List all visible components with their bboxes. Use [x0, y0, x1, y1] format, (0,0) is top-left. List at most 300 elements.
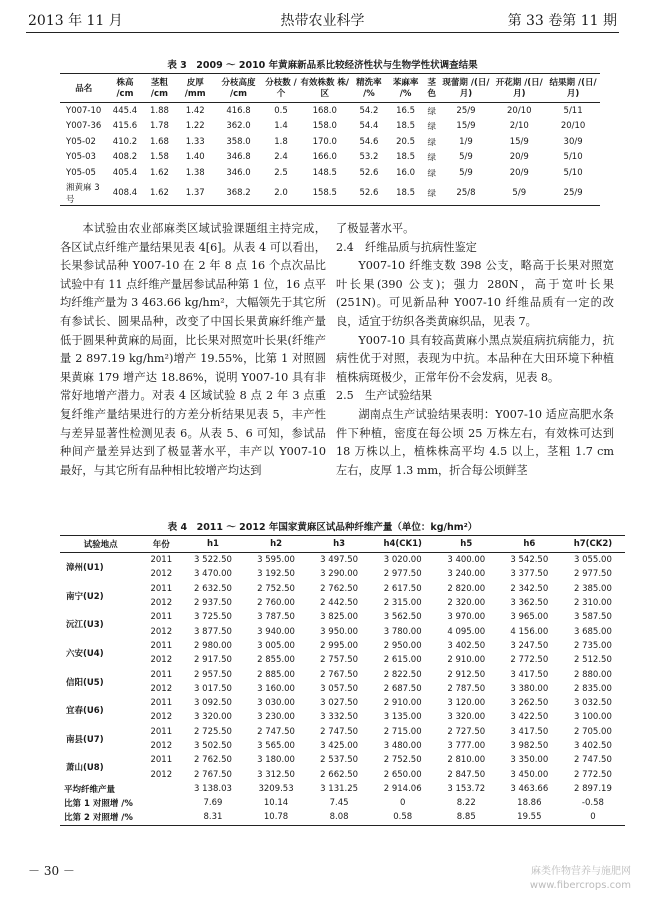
table4-header-cell: h4(CK1) — [371, 536, 435, 553]
body-paragraph: 本试验由农业部麻类区域试验课题组主持完成，各区试点纤维产量结果见表 4[6]。从表 4 可以看出，长果参试品种 Y007-10 在 2 年 8 点 16 个点次品比试验中有 11 点纤维产量居参试品种第 1 位，16 点平均纤维产量为 3 463.66 kg/hm²，大幅领先于其它所有参试长、圆果品种，改变了中国长果黄麻纤维产量低于圆果种黄麻的局面，比长果对照宽叶长果(纤维产量 2 897.19 kg/hm²)增产 19.55%，比第 1 对照圆果黄麻 179 增产达 18.86%，说明 Y007-10 具有非常好地增产潜力。对表 4 区域试验 8 点 2 年 3 点重复纤维产量结果进行的方差分析结果见表 5，丰产性与差异显著性检测见表 6。从表 5、6 可知，参试品种间产量差异达到了极显著水平，丰产以 Y007-10 最好，与其它所有品种相比较增产均达到 — [60, 222, 326, 477]
table4-cell: 3 027.50 — [320, 698, 359, 709]
table4-cell: 2 847.50 — [447, 769, 486, 780]
table4-cell: 2 762.50 — [320, 583, 359, 594]
table4-cell: 2 835.00 — [574, 683, 612, 694]
table3-cell: 20/10 — [507, 105, 532, 116]
body-paragraph: 了极显著水平。 — [336, 222, 415, 235]
table3-cell: 54.4 — [359, 121, 379, 132]
table4-cell: 3209.53 — [258, 783, 294, 794]
table4-cell: 2 937.50 — [194, 598, 232, 609]
table3-header-cell: 分枝数 /个 — [263, 74, 299, 103]
table3-cell: Y007-36 — [66, 121, 102, 132]
table4-cell: 3 380.00 — [510, 683, 549, 694]
table4-cell: 3 780.00 — [383, 626, 422, 637]
table4-cell: 2 950.00 — [383, 640, 422, 651]
table4-cell: 2011 — [150, 612, 173, 623]
table3-cell: Y05-05 — [66, 167, 96, 178]
table4-site-cell: 漳州(U1) — [66, 563, 104, 574]
table4-row — [60, 596, 625, 610]
table4-cell: 2 752.50 — [383, 755, 422, 766]
table3-header-cell: 皮厚 /mm — [176, 74, 214, 103]
table4-caption: 表 4 2011 ～ 2012 年国家黄麻区试品种纤维产量（单位：kg/hm²） — [167, 522, 478, 533]
table4-row — [60, 739, 625, 753]
table4-cell: 2011 — [150, 755, 173, 766]
table4-cell: 2 910.00 — [447, 655, 486, 666]
table4-cell: 2 705.00 — [574, 726, 612, 737]
table4-cell: 3 982.50 — [510, 741, 549, 751]
table4-cell: 2011 — [150, 555, 173, 566]
table3-cell: 1.22 — [185, 121, 205, 132]
table4-cell: 2012 — [150, 598, 173, 609]
table4-cell: 2012 — [150, 569, 173, 580]
table3-cell: 416.8 — [226, 105, 251, 116]
table4-cell: 3 402.50 — [447, 640, 486, 651]
table4-cell: 3 153.72 — [447, 783, 486, 794]
table4-site-cell: 六安(U4) — [66, 649, 104, 660]
table3-cell: 1.62 — [149, 167, 169, 178]
table4-site-cell: 宜春(U6) — [66, 706, 104, 717]
table3-row — [60, 103, 600, 119]
table4-cell: 2 995.00 — [320, 640, 359, 651]
table4-summary-label: 平均纤维产量 — [64, 784, 116, 795]
table3-cell: 5/10 — [563, 152, 583, 163]
table4-cell: 3 005.00 — [257, 640, 295, 651]
table4-cell: 3 480.00 — [383, 741, 422, 751]
table4-cell: 2 897.19 — [574, 783, 612, 794]
table3-cell: 绿 — [427, 122, 436, 133]
table3-row — [60, 165, 600, 181]
table3-cell: 54.6 — [359, 136, 379, 147]
table4-cell: 2 735.00 — [574, 640, 612, 651]
table4-cell: 3 450.00 — [510, 769, 549, 780]
table4-cell: 3 057.50 — [320, 683, 359, 694]
table3-cell: 20/10 — [560, 121, 586, 132]
table4-row — [60, 553, 625, 568]
table4-cell: 3 332.50 — [320, 712, 359, 723]
table4-cell: 2012 — [150, 769, 173, 780]
table3-cell: 绿 — [427, 168, 436, 179]
table3-cell: 170.0 — [312, 136, 337, 147]
table3-cell: 25/8 — [456, 187, 476, 198]
table4-cell: 3 362.50 — [510, 598, 549, 609]
table4-cell: 3 425.00 — [320, 741, 359, 751]
table3-header-cell: 株高 /cm — [108, 74, 143, 103]
table3-cell: 绿 — [427, 106, 436, 117]
table4-row — [60, 696, 625, 710]
table3-cell: 20/9 — [509, 152, 529, 163]
table4-cell: 2 957.50 — [194, 669, 232, 680]
table4-cell: 3 192.50 — [257, 569, 295, 580]
table4-cell: 2 727.50 — [447, 726, 486, 737]
table3-cell: 408.2 — [112, 152, 138, 163]
table4-cell: 0 — [399, 798, 406, 809]
table4-cell: 3 787.50 — [257, 612, 295, 623]
table3-cell: 53.2 — [359, 152, 379, 163]
table4-cell: 3 417.50 — [510, 669, 549, 680]
table4-cell: 8.31 — [203, 812, 223, 823]
table4-header-cell: h2 — [245, 536, 308, 553]
table4-cell: 3 100.00 — [574, 712, 612, 723]
table4-cell: 0 — [590, 812, 596, 823]
header-journal: 热带农业科学 — [280, 13, 365, 29]
table4-summary-row — [60, 810, 625, 825]
table3-cell: 1.42 — [185, 105, 205, 116]
table3-cell: 15/9 — [456, 121, 476, 132]
table4-cell: 2 977.50 — [383, 569, 422, 580]
table3-cell: 1.33 — [185, 136, 205, 147]
table4-cell: 2 822.50 — [383, 669, 422, 680]
table3-header-cell: 分枝高度 /cm — [214, 74, 263, 103]
table4 — [60, 535, 625, 826]
table3-row — [60, 119, 600, 135]
left-column — [60, 220, 326, 480]
table4-cell: 3 320.00 — [194, 712, 232, 723]
table3-header-cell: 茎粗 /cm — [142, 74, 176, 103]
body-paragraph: 湖南点生产试验结果表明：Y007-10 适应高肥水条件下种植，密度在每公顷 25 万株左右，有效株可达到 18 万株以上，植株株高平均 4.5 以上，茎粗 1.7 cm 左右，皮厚 1.3 mm，折合每公顷鲜茎 — [336, 407, 614, 477]
table4-cell: 2011 — [150, 726, 173, 737]
table4-cell: 2012 — [150, 683, 173, 694]
table4-site-cell: 南宁(U2) — [66, 591, 104, 602]
table4-row — [60, 624, 625, 638]
table3-cell: 52.6 — [359, 167, 379, 178]
table4-cell: 2 980.00 — [194, 640, 232, 651]
table3-cell: 1.62 — [149, 187, 169, 198]
table3-row — [60, 181, 600, 206]
table3-cell: 5/9 — [512, 187, 527, 198]
table4-header-cell: h1 — [181, 536, 244, 553]
table4-cell: 3 463.66 — [510, 783, 549, 794]
table4-cell: 2 537.50 — [320, 755, 359, 766]
table4-cell: 3 587.50 — [574, 612, 612, 623]
table3-cell: 绿 — [427, 137, 436, 148]
table4-cell: 3 965.00 — [510, 612, 549, 623]
table3-cell: 410.2 — [112, 136, 138, 147]
table4-row — [60, 567, 625, 581]
watermark-line: www.fibercrops.com — [529, 880, 631, 891]
table4-cell: 3 877.50 — [194, 626, 232, 637]
table4-cell: 2 762.50 — [194, 755, 232, 766]
table4-cell: 3 230.00 — [257, 712, 295, 723]
table4-row — [60, 710, 625, 724]
table4-cell: 2 912.50 — [447, 669, 486, 680]
table4-cell: 2 320.00 — [447, 598, 486, 609]
table4-cell: 2 310.00 — [574, 598, 612, 609]
table4-row — [60, 653, 625, 667]
table4-summary-label: 比第 1 对照增 /% — [64, 799, 133, 810]
table3-cell: 18.5 — [396, 152, 416, 163]
table4-cell: 3 950.00 — [320, 626, 359, 637]
table3-cell: 362.0 — [226, 121, 251, 132]
table4-cell: 2 442.50 — [320, 598, 359, 609]
section-heading: 2.4 纤维品质与抗病性鉴定 — [336, 240, 477, 254]
table3-cell: 20/9 — [509, 167, 529, 178]
table4-cell: 2011 — [150, 583, 173, 594]
running-header — [26, 4, 619, 33]
table4-cell: 8.22 — [456, 798, 476, 809]
table4-cell: 2 512.50 — [574, 655, 612, 666]
table3-cell: 168.0 — [312, 105, 337, 116]
table4-cell: 3 120.00 — [447, 698, 486, 709]
table4-header-cell: h7(CK2) — [561, 536, 625, 553]
table4-cell: 3 312.50 — [257, 769, 295, 780]
table4-site-cell: 信阳(U5) — [66, 677, 104, 688]
table3-cell: 52.6 — [359, 187, 379, 198]
table3-cell: 158.5 — [312, 187, 337, 198]
table3-cell: 绿 — [427, 188, 436, 199]
table3-cell: 18.5 — [396, 187, 416, 198]
table3-cell: 408.4 — [112, 187, 138, 198]
table3-cell: 1.78 — [149, 121, 169, 132]
table4-cell: 3 970.00 — [447, 612, 486, 623]
table3-cell: 346.0 — [226, 167, 251, 178]
table4-header-cell: 年份 — [141, 536, 181, 553]
table4-row — [60, 767, 625, 781]
table4-cell: 4 156.00 — [510, 626, 549, 637]
table4-cell: 2 715.00 — [383, 726, 422, 737]
header-volume: 第 33 卷第 11 期 — [507, 13, 617, 29]
table4-cell: 2012 — [150, 626, 173, 637]
table4-cell: 2 910.00 — [383, 698, 422, 709]
table4-cell: 2 662.50 — [320, 769, 359, 780]
table3-cell: 5/10 — [563, 167, 583, 178]
table4-cell: 2 342.50 — [510, 583, 549, 594]
table4-row — [60, 610, 625, 624]
table3-cell: 166.0 — [312, 152, 337, 163]
table4-cell: 2012 — [150, 655, 173, 666]
watermark-line: 麻类作物营养与施肥网 — [531, 866, 631, 877]
table4-header-cell: 试验地点 — [60, 536, 141, 553]
table4-cell: 2 880.00 — [574, 669, 612, 680]
table4-cell: 2 650.00 — [383, 769, 422, 780]
table3-cell: Y05-03 — [66, 152, 96, 163]
table4-cell: 3 422.50 — [510, 712, 549, 723]
table4-cell: 3 262.50 — [510, 698, 549, 709]
right-column — [336, 220, 614, 480]
table4-cell: 10.14 — [263, 798, 289, 809]
table4-cell: 3 940.00 — [257, 626, 295, 637]
table4-cell: 2 820.00 — [447, 583, 486, 594]
table4-cell: 3 777.00 — [447, 741, 486, 751]
table4-header-cell: h6 — [498, 536, 561, 553]
table4-summary-label: 比第 2 对照增 /% — [64, 813, 133, 824]
table4-cell: 7.69 — [203, 798, 223, 809]
table4-cell: 3 092.50 — [194, 698, 232, 709]
table4-cell: 7.45 — [329, 798, 349, 809]
table4-cell: 2 747.50 — [574, 755, 612, 766]
table3-cell: 2.0 — [274, 187, 288, 198]
table4-cell: 3 160.00 — [257, 683, 295, 694]
table3-cell: 1.37 — [185, 187, 205, 198]
table3-cell: 绿 — [427, 153, 436, 164]
page-number: － 30 － — [28, 864, 75, 878]
table4-cell: 2 617.50 — [383, 583, 422, 594]
table3-cell: 415.6 — [112, 121, 138, 132]
table4-cell: 2 855.00 — [257, 655, 295, 666]
body-paragraph: Y007-10 具有较高黄麻小黑点炭疽病抗病能力，抗病性优于对照，表现为中抗。本品种在大田环境下种植植株病斑极少，正常年份不会发病，见表 8。 — [336, 333, 614, 384]
table4-cell: 2 885.00 — [257, 669, 295, 680]
table4-cell: 0.58 — [393, 812, 413, 823]
table3-cell: 158.0 — [312, 121, 337, 132]
table4-cell: 3 685.00 — [574, 626, 612, 637]
table4-cell: 2 772.50 — [510, 655, 549, 666]
table3-cell: 湘黄麻 3 号 — [66, 182, 100, 205]
table4-row — [60, 639, 625, 653]
table4-cell: 2 747.50 — [257, 726, 295, 737]
table4-cell: 3 032.50 — [574, 698, 612, 709]
table4-cell: 18.86 — [517, 798, 542, 809]
table4-cell: 3 522.50 — [194, 555, 232, 566]
table3-cell: 20.5 — [396, 136, 416, 147]
table3-row — [60, 134, 600, 150]
table3-cell: 30/9 — [563, 136, 583, 147]
table4-cell: 3 180.00 — [257, 755, 295, 766]
table3-cell: 2/10 — [509, 121, 529, 132]
table4-summary-row — [60, 782, 625, 796]
table3-cell: 2.5 — [274, 167, 288, 178]
table4-cell: 3 350.00 — [510, 755, 549, 766]
table3-cell: 1.68 — [149, 136, 169, 147]
table4-cell: 3 825.00 — [320, 612, 359, 623]
table4-cell: 3 377.50 — [510, 569, 549, 580]
table4-cell: 3 595.00 — [257, 555, 295, 566]
table3-cell: 405.4 — [112, 167, 138, 178]
table4-cell: 3 131.25 — [320, 783, 359, 794]
table4-cell: 2011 — [150, 698, 173, 709]
table4-cell: 3 138.03 — [194, 783, 232, 794]
table4-cell: 2 772.50 — [574, 769, 612, 780]
table4-cell: 3 290.00 — [320, 569, 359, 580]
table3-cell: 1.4 — [274, 121, 288, 132]
table3-header-cell: 有效株数 株/区 — [299, 74, 351, 103]
table4-site-cell: 萧山(U8) — [66, 763, 104, 774]
table4-cell: 2 385.00 — [574, 583, 612, 594]
table4-cell: 3 562.50 — [383, 612, 422, 623]
table4-cell: 19.55 — [517, 812, 542, 823]
table4-row — [60, 582, 625, 596]
table4-cell: 2012 — [150, 741, 173, 751]
table3-cell: Y05-02 — [66, 136, 96, 147]
table3-cell: 1/9 — [459, 136, 473, 147]
table4-header-cell: h5 — [435, 536, 498, 553]
table3-header-cell: 品名 — [60, 74, 108, 103]
table3-cell: 15/9 — [509, 136, 529, 147]
table3-cell: 445.4 — [112, 105, 138, 116]
body-paragraph: Y007-10 纤维支数 398 公支，略高于长果对照宽叶长果(390 公支)；强力 280N，高于宽叶长果(251N)。可见新品种 Y007-10 纤维品质有一定的改良，适宜于纺织各类黄麻织品，见表 7。 — [336, 259, 614, 328]
table4-cell: 3 497.50 — [320, 555, 359, 566]
header-date: 2013 年 11 月 — [28, 13, 123, 29]
table4-cell: 2 787.50 — [447, 683, 486, 694]
table3-header-cell: 结果期 /(日/月) — [546, 74, 600, 103]
table3-cell: 1.88 — [149, 105, 169, 116]
table3-cell: 16.0 — [396, 167, 416, 178]
table4-cell: 8.85 — [456, 812, 476, 823]
table4-cell: 2011 — [150, 640, 173, 651]
table3-header-cell: 精洗率 /% — [351, 74, 388, 103]
table4-site-cell: 沅江(U3) — [66, 620, 104, 631]
table3-cell: 1.38 — [185, 167, 205, 178]
table3-cell: 54.2 — [359, 105, 379, 116]
table4-row — [60, 753, 625, 767]
table4-row — [60, 725, 625, 739]
table3-row — [60, 150, 600, 166]
table4-header-cell: h3 — [308, 536, 371, 553]
table4-row — [60, 682, 625, 696]
table4-cell: 2 725.50 — [194, 726, 232, 737]
table4-cell: 3 542.50 — [510, 555, 549, 566]
table4-cell: 2 757.50 — [320, 655, 359, 666]
table4-cell: 3 030.00 — [257, 698, 295, 709]
table3-cell: 0.5 — [274, 105, 288, 116]
table4-cell: 3 017.50 — [194, 683, 232, 694]
table3-cell: 25/9 — [456, 105, 476, 116]
table4-cell: 2012 — [150, 712, 173, 723]
table4-cell: 2 914.06 — [383, 783, 422, 794]
table3-cell: 1.40 — [185, 152, 205, 163]
table3-cell: 25/9 — [563, 187, 583, 198]
table3-cell: 1.58 — [149, 152, 169, 163]
table3-cell: 5/9 — [459, 167, 473, 178]
table4-cell: 2 767.50 — [194, 769, 232, 780]
table3-cell: 1.8 — [274, 136, 288, 147]
table3-header-cell: 现蕾期 /(日/月) — [440, 74, 493, 103]
table4-cell: 3 400.00 — [447, 555, 486, 566]
table3-cell: 16.5 — [396, 105, 416, 116]
table4-cell: 3 240.00 — [447, 569, 486, 580]
table4-cell: 3 470.00 — [194, 569, 232, 580]
table4-cell: 4 095.00 — [447, 626, 486, 637]
table4-site-cell: 南县(U7) — [66, 734, 104, 745]
table4-cell: 3 402.50 — [574, 741, 612, 751]
table4-summary-row — [60, 796, 625, 810]
table4-cell: 2 977.50 — [574, 569, 612, 580]
table3-cell: Y007-10 — [66, 105, 102, 116]
table3-cell: 346.8 — [226, 152, 251, 163]
table3-cell: 368.2 — [226, 187, 251, 198]
table3-caption: 表 3 2009 ～ 2010 年黄麻新品系比较经济性状与生物学性状调查结果 — [167, 60, 478, 71]
table4-cell: 3 417.50 — [510, 726, 549, 737]
table3-cell: 5/11 — [563, 105, 583, 116]
table4-cell: 2 615.00 — [383, 655, 422, 666]
table4-cell: 2 747.50 — [320, 726, 359, 737]
section-heading: 2.5 生产试验结果 — [336, 389, 433, 403]
table3-header-cell: 茎色 — [424, 74, 440, 103]
table4-cell: 2011 — [150, 669, 173, 680]
table4-cell: 3 565.00 — [257, 741, 295, 751]
table3-cell: 358.0 — [226, 136, 251, 147]
table4-cell: 3 502.50 — [194, 741, 232, 751]
table3-cell: 2.4 — [274, 152, 288, 163]
table3-cell: 148.5 — [312, 167, 337, 178]
table4-row — [60, 667, 625, 681]
table3-header-cell: 开花期 /(日/月) — [492, 74, 546, 103]
table4-cell: 2 917.50 — [194, 655, 232, 666]
table4-cell: 10.78 — [263, 812, 289, 823]
table4-cell: 3 135.00 — [383, 712, 422, 723]
table4-cell: 8.08 — [329, 812, 349, 823]
table4-cell: 2 752.50 — [257, 583, 295, 594]
table4-cell: 3 055.00 — [574, 555, 612, 566]
table4-cell: -0.58 — [581, 798, 604, 809]
table4-cell: 2 767.50 — [320, 669, 359, 680]
table4-cell: 3 725.50 — [194, 612, 232, 623]
table3-header-cell: 苯麻率 /% — [387, 74, 424, 103]
table4-cell: 2 810.00 — [447, 755, 486, 766]
table4-cell: 2 632.50 — [194, 583, 232, 594]
table4-cell: 3 320.00 — [447, 712, 486, 723]
table3 — [60, 73, 600, 206]
watermark — [530, 865, 631, 893]
table3-cell: 18.5 — [396, 121, 416, 132]
